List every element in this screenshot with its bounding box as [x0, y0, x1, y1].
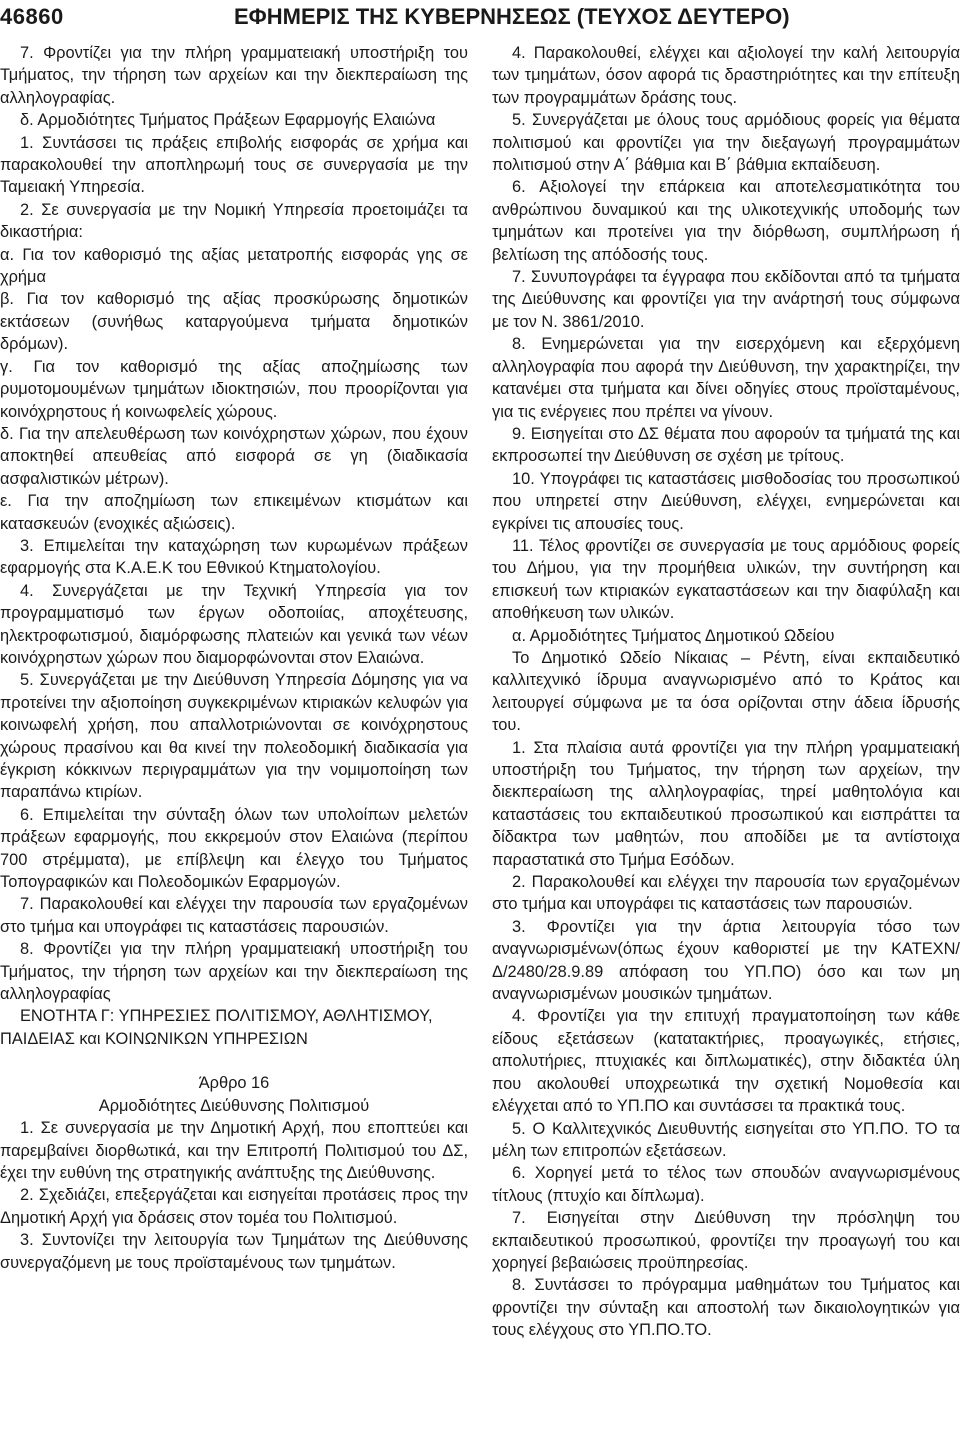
paragraph: 5. Συνεργάζεται με την Διεύθυνση Υπηρεσία Δόμησης για να προτείνει την αξιοποίηση συγκεκριμένων κτιριακών κελυφών για κοινωφελή χρήση, που απαλλοτριώνονται σε κοινόχρηστους χώρους πρασίνου και θα κινεί την πολεοδομική διαδικασία για έγκριση κόκκινων περιγραμμάτων για την νομιμοποίηση των παραπάνω κτιρίων.: [0, 671, 468, 802]
paragraph: 2. Σχεδιάζει, επεξεργάζεται και εισηγείται προτάσεις προς την Δημοτική Αρχή για δράσεις στον τομέα του Πολιτισμού.: [0, 1186, 468, 1227]
paragraph: 9. Εισηγείται στο ΔΣ θέματα που αφορούν τα τμήματά της και εκπροσωπεί την Διεύθυνση σε σχέση με τρίτους.: [492, 424, 960, 466]
paragraph: 7. Εισηγείται στην Διεύθυνση την πρόσληψη του εκπαιδευτικού προσωπικού, φροντίζει την προαγωγή του και χορηγεί βεβαιώσεις προϋπηρεσίας.: [492, 1209, 960, 1272]
paragraph: δ. Για την απελευθέρωση των κοινόχρηστων χώρων, που έχουν αποκτηθεί απευθείας από εισφορά σε γη (διαδικασία ασφαλιστικών μέτρων).: [0, 424, 468, 488]
paragraph: 11. Τέλος φροντίζει σε συνεργασία με τους αρμόδιους φορείς του Δήμου, για την προμήθεια υλικών, την συντήρηση και επισκευή των κτιριακών εγκαταστάσεων και την διαφύλαξη και αποθήκευση των υλικών.: [492, 536, 960, 623]
paragraph: ε. Για την αποζημίωση των επικειμένων κτισμάτων και κατασκευών (ενοχικές αξιώσεις).: [0, 492, 468, 533]
gazette-title: ΕΦΗΜΕΡΙΣ ΤΗΣ ΚΥΒΕΡΝΗΣΕΩΣ (ΤΕΥΧΟΣ ΔΕΥΤΕΡΟ): [234, 4, 790, 29]
paragraph: 5. Συνεργάζεται με όλους τους αρμόδιους φορείς για θέματα πολιτισμού και φροντίζει για την διεξαγωγή προγραμμάτων πολιτισμού στην Α΄ βάθμια και Β΄ βάθμια εκπαίδευση.: [492, 111, 960, 175]
paragraph: 7. Συνυπογράφει τα έγγραφα που εκδίδονται από τα τμήματα της Διεύθυνσης και φροντίζει για την ανάρτησή τους σύμφωνα με τον Ν. 3861/2010.: [492, 268, 960, 331]
paragraph: 4. Συνεργάζεται με την Τεχνική Υπηρεσία για τον προγραμματισμό των έργων οδοποιίας, αποχέτευσης, ηλεκτροφωτισμού, διαμόρφωσης πλατειών και γενικά των νέων κοινόχρηστων χώρων που διαμορφώνονται στον Ελαιώνα.: [0, 581, 468, 667]
paragraph: 6. Επιμελείται την σύνταξη όλων των υπολοίπων μελετών πράξεων εφαρμογής, που εκκρεμούν στον Ελαιώνα (περίπου 700 στρέμματα), με επίβλεψη και έλεγχο του Τμήματος Τοπογραφικών και Πολεοδομικών Εφαρμογών.: [0, 805, 468, 892]
subsection-heading: α. Αρμοδιότητες Τμήματος Δημοτικού Ωδείου: [512, 626, 835, 645]
paragraph: 7. Φροντίζει για την πλήρη γραμματειακή υποστήριξη του Τμήματος, την τήρηση των αρχείων και την διεκπεραίωση της αλληλογραφίας.: [0, 44, 468, 107]
paragraph: 1. Συντάσσει τις πράξεις επιβολής εισφοράς σε χρήμα και παρακολουθεί την αποπληρωμή τους σε συνεργασία με την Ταμειακή Υπηρεσία.: [0, 133, 468, 197]
paragraph: 4. Παρακολουθεί, ελέγχει και αξιολογεί την καλή λειτουργία των τμημάτων, όσον αφορά τις δραστηριότητες και την επίτευξη των προγραμμάτων δράσης τους.: [492, 44, 960, 107]
paragraph: 8. Φροντίζει για την πλήρη γραμματειακή υποστήριξη του Τμήματος, την τήρηση των αρχείων και την διεκπεραίωση της αλληλογραφίας: [0, 940, 468, 1004]
right-column: [492, 42, 960, 1342]
section-heading: ΕΝΟΤΗΤΑ Γ: ΥΠΗΡΕΣΙΕΣ ΠΟΛΙΤΙΣΜΟΥ, ΑΘΛΗΤΙΣΜΟΥ, ΠΑΙΔΕΙΑΣ και ΚΟΙΝΩΝΙΚΩΝ ΥΠΗΡΕΣΙΩΝ: [0, 1007, 433, 1048]
page-number: 46860: [0, 4, 64, 29]
paragraph: 4. Φροντίζει για την επιτυχή πραγματοποίηση των κάθε είδους εξετάσεων (κατατακτήριες, προαγωγικές, ετήσιες, απολυτήριες, πτυχιακές και διπλωματικές), στην διδακτέα ύλη που ακολουθεί υποχρεωτικά την σχετική Νομοθεσία και ελέγχεται από το ΥΠ.ΠΟ και συντάσσει τα πρακτικά τους.: [492, 1007, 960, 1116]
paragraph: 10. Υπογράφει τις καταστάσεις μισθοδοσίας του προσωπικού που υπηρετεί στην Διεύθυνση, ελέγχει, ενημερώνεται και εγκρίνει τις απουσίες τους.: [492, 469, 960, 533]
paragraph: γ. Για τον καθορισμό της αξίας αποζημίωσης των ρυμοτομουμένων τμημάτων ιδιοκτησιών, που προορίζονται για κοινόχρηστους ή κοινωφελείς χώρους.: [0, 357, 468, 421]
paragraph: 1. Σε συνεργασία με την Δημοτική Αρχή, που εποπτεύει και παρεμβαίνει διορθωτικά, και την Επιτροπή Πολιτισμού του ΔΣ, έχει την ευθύνη της στρατηγικής ανάπτυξης της Διεύθυνσης.: [0, 1119, 468, 1182]
page-header: [0, 0, 960, 40]
paragraph: 6. Χορηγεί μετά το τέλος των σπουδών αναγνωρισμένους τίτλους (πτυχίο και δίπλωμα).: [492, 1164, 960, 1205]
paragraph: 5. Ο Καλλιτεχνικός Διευθυντής εισηγείται στο ΥΠ.ΠΟ. ΤΟ τα μέλη των επιτροπών εξετάσεων.: [492, 1119, 960, 1160]
paragraph: 3. Συντονίζει την λειτουργία των Τμημάτων της Διεύθυνσης συνεργαζόμενη με τους προϊσταμένους των τμημάτων.: [0, 1231, 468, 1272]
paragraph: 6. Αξιολογεί την επάρκεια και αποτελεσματικότητα του ανθρώπινου δυναμικού και της υλικοτεχνικής υποδομής των τμημάτων και προτείνει για την διόρθωση, συμπλήρωση ή βελτίωση της απόδοσής τους.: [492, 178, 960, 264]
paragraph: Το Δημοτικό Ωδείο Νίκαιας – Ρέντη, είναι εκπαιδευτικό καλλιτεχνικό ίδρυμα αναγνωρισμένο από το Κράτος και λειτουργεί σύμφωνα με τα όσα ορίζονται στην άδεια ίδρυσής του.: [492, 648, 960, 735]
article-title: Αρμοδιότητες Διεύθυνσης Πολιτισμού: [98, 1096, 370, 1115]
paragraph: 8. Συντάσσει το πρόγραμμα μαθημάτων του Τμήματος και φροντίζει την σύνταξη και αποστολή των δικαιολογητικών για τους ελέγχους στο ΥΠ.ΠΟ.ΤΟ.: [492, 1276, 960, 1340]
paragraph: 1. Στα πλαίσια αυτά φροντίζει για την πλήρη γραμματειακή υποστήριξη του Τμήματος, την τήρηση των αρχείων, την διεκπεραίωση της αλληλογραφίας, τηρεί μαθητολόγια και καταστάσεις του εκπαιδευτικού προσωπικού και εισπράττει τα δίδακτρα των μαθητών, που αποδίδει με τα αντίστοιχα παραστατικά στο Τμήμα Εσόδων.: [492, 738, 960, 869]
paragraph: 3. Επιμελείται την καταχώρηση των κυρωμένων πράξεων εφαρμογής στα Κ.Α.Ε.Κ του Εθνικού Κτηματολογίου.: [0, 536, 468, 578]
subsection-heading: δ. Αρμοδιότητες Τμήματος Πράξεων Εφαρμογής Ελαιώνα: [20, 111, 436, 130]
paragraph: 8. Ενημερώνεται για την εισερχόμενη και εξερχόμενη αλληλογραφία που αφορά την Διεύθυνση, την χαρακτηρίζει, την κατανέμει στα τμήματα και δίνει οδηγίες στους προϊσταμένους, για τις ενέργειες που πρέπει να γίνουν.: [492, 335, 960, 421]
left-column: [0, 42, 468, 1274]
paragraph: 2. Σε συνεργασία με την Νομική Υπηρεσία προετοιμάζει τα δικαστήρια:: [0, 200, 468, 242]
paragraph: 2. Παρακολουθεί και ελέγχει την παρουσία των εργαζομένων στο τμήμα και υπογράφει τις καταστάσεις των παρουσιών.: [492, 873, 960, 914]
paragraph: 7. Παρακολουθεί και ελέγχει την παρουσία των εργαζομένων στο τμήμα και υπογράφει τις καταστάσεις παρουσιών.: [0, 895, 468, 936]
article-number: Άρθρο 16: [198, 1074, 270, 1093]
paragraph: 3. Φροντίζει για την άρτια λειτουργία τόσο των αναγνωρισμένων(όπως έχουν καθοριστεί με την ΚΑΤΕΧΝ/Δ/2480/28.9.89 απόφαση του ΥΠ.ΠΟ) όσο και των μη αναγνωρισμένων μουσικών τμημάτων.: [492, 917, 960, 1004]
paragraph: β. Για τον καθορισμό της αξίας προσκύρωσης δημοτικών εκτάσεων (συνήθως καταργούμενα τμήματα δημοτικών δρόμων).: [0, 290, 468, 354]
paragraph: α. Για τον καθορισμό της αξίας μετατροπής εισφοράς γης σε χρήμα: [0, 245, 468, 287]
